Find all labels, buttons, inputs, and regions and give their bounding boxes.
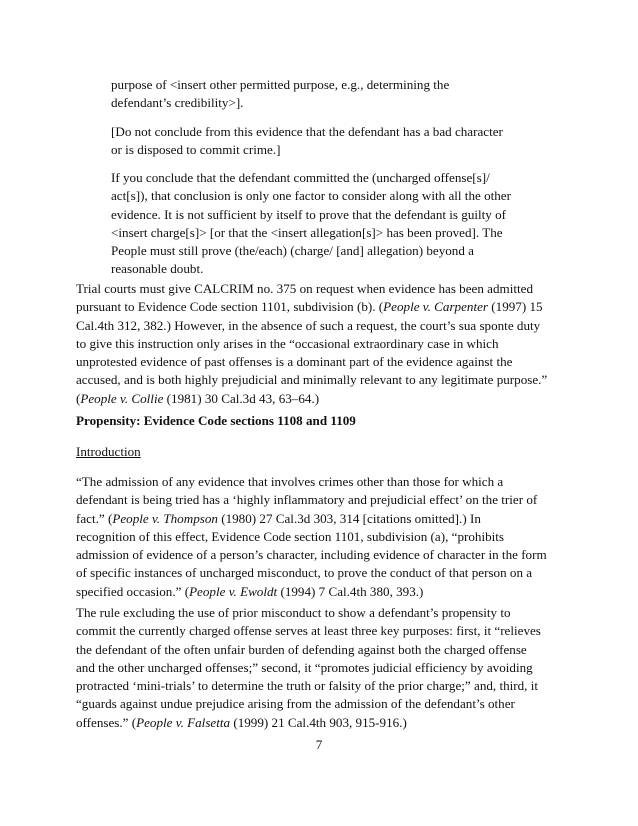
text-line: [Do not conclude from this evidence that the defendant has a bad character — [111, 124, 503, 139]
text-line — [76, 298, 576, 316]
text-line: the defendant of the often unfair burden of defending against both the charged offense — [76, 641, 527, 657]
heading-text: Propensity: Evidence Code sections 1108 and 1109 — [76, 413, 356, 428]
text-line: of specific instances of uncharged misconduct, to prove the conduct of that person on a — [76, 565, 533, 581]
text-line: Trial courts must give CALCRIM no. 375 on request when evidence has been admitted — [76, 281, 533, 296]
text-segment: specified occasion.” ( — [76, 583, 190, 599]
section-heading — [76, 412, 576, 430]
text-line: People must still prove (the/each) (charge/ [and] allegation) beyond a — [111, 243, 474, 259]
text-line: defendant’s credibility>]. — [111, 95, 244, 111]
text-segment: (1980) 27 Cal.3d 303, 314 [citations omitted].) In — [217, 510, 481, 526]
text-line — [76, 510, 576, 528]
text-line: The rule excluding the use of prior misconduct to show a defendant’s propensity to — [76, 605, 511, 620]
text-line: reasonable doubt. — [111, 261, 204, 277]
subsection-heading — [76, 443, 576, 461]
text-segment: (1994) 7 Cal.4th 380, 393.) — [277, 583, 424, 599]
case-name: People v. Ewoldt — [189, 583, 278, 599]
text-line: “The admission of any evidence that involves crimes other than those for which a — [76, 474, 504, 489]
text-line: and the other uncharged offenses;” second, it “promotes judicial efficiency by avoiding — [76, 659, 533, 675]
case-name: People v. Collie — [80, 390, 164, 406]
text-line: defendant is being tried has a ‘highly inflammatory and prejudicial effect’ on the trier of — [76, 492, 538, 508]
text-line: accused, and is both highly prejudicial and minimally relevant to any legitimate purpose.” — [76, 372, 548, 388]
text-line: evidence. It is not sufficient by itself to prove that the defendant is guilty of — [111, 206, 507, 222]
text-segment: pursuant to Evidence Code section 1101, subdivision (b). ( — [76, 299, 384, 315]
text-line: purpose of <insert other permitted purpose, e.g., determining the — [111, 77, 450, 92]
subheading-text: Introduction — [76, 444, 141, 459]
text-line — [76, 390, 576, 408]
instruction-paragraph-3 — [111, 169, 571, 279]
text-line: protracted ‘mini-trials’ to determine the truth or falsity of the prior charge;” and, third, it — [76, 678, 539, 694]
text-line: act[s]), that conclusion is only one factor to consider along with all the other — [111, 188, 511, 204]
text-segment: (1999) 21 Cal.4th 903, 915-916.) — [230, 714, 407, 730]
case-name: People v. Carpenter — [383, 299, 489, 315]
case-name: People v. Falsetta — [136, 714, 231, 730]
text-line: <insert charge[s]> [or that the <insert allegation[s]> has been proved]. The — [111, 224, 503, 240]
text-line: admission of evidence of a person’s character, including evidence of character in the form — [76, 547, 547, 563]
text-line: or is disposed to commit crime.] — [111, 142, 281, 158]
text-line: “guards against undue prejudice arising from the admission of the defendant’s other — [76, 696, 515, 712]
body-paragraph-3 — [76, 604, 576, 732]
text-line: unprotested evidence of past offenses is a dominant part of the evidence against the — [76, 354, 513, 370]
text-segment: fact.” ( — [76, 510, 113, 526]
text-segment: (1997) 15 — [488, 299, 543, 315]
text-segment: offenses.” ( — [76, 714, 137, 730]
text-line: Cal.4th 312, 382.) However, in the absence of such a request, the court’s sua sponte duty — [76, 317, 541, 333]
text-line — [76, 583, 576, 601]
body-paragraph-2 — [76, 473, 576, 601]
instruction-paragraph-1 — [111, 76, 571, 113]
text-line — [76, 714, 576, 732]
body-paragraph-1 — [76, 280, 576, 408]
text-line: If you conclude that the defendant committed the (uncharged offense[s]/ — [111, 170, 490, 185]
text-line: to give this instruction only arises in the “occasional extraordinary case in which — [76, 335, 499, 351]
text-segment: (1981) 30 Cal.3d 43, 63–64.) — [163, 390, 320, 406]
text-line: commit the currently charged offense serves at least three key purposes: first, it “relieves — [76, 623, 541, 639]
text-segment: ( — [76, 390, 81, 406]
case-name: People v. Thompson — [112, 510, 218, 526]
instruction-paragraph-2 — [111, 123, 571, 160]
text-line: recognition of this effect, Evidence Code section 1101, subdivision (a), “prohibits — [76, 528, 504, 544]
page-number: 7 — [315, 737, 323, 752]
